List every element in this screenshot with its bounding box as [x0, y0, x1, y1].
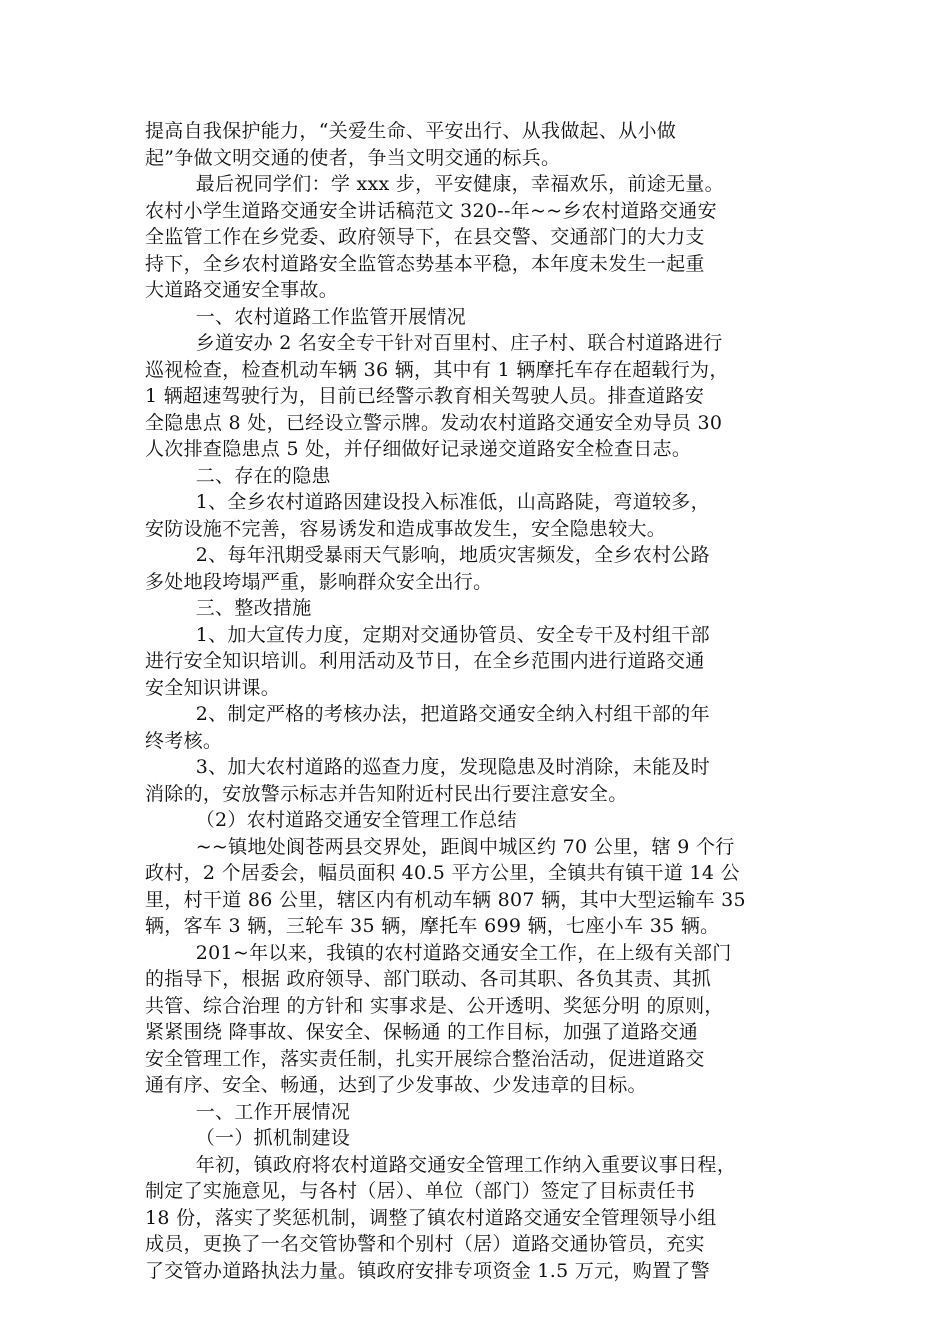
text-line: ~~镇地处阆苍两县交界处，距阆中城区约 70 公里，辖 9 个行 — [145, 835, 735, 858]
text-line: 最后祝同学们：学 xxx 步，平安健康，幸福欢乐，前途无量。 — [145, 173, 724, 195]
text-line: 政村，2 个居委会，幅员面积 40.5 平方公里，全镇共有镇干道 14 公 — [145, 862, 740, 884]
text-line: 消除的，安放警示标志并告知附近村民出行要注意安全。 — [145, 782, 628, 805]
text-line: 安全知识讲课。 — [145, 676, 281, 699]
text-line: 制定了实施意见，与各村（居）、单位（部门）签定了目标责任书 — [145, 1180, 696, 1202]
text-line: 2、每年汛期受暴雨天气影响，地质灾害频发，全乡农村公路 — [145, 544, 710, 566]
text-line: 提高自我保护能力，“关爱生命、平安出行、从我做起、从小做 — [145, 120, 677, 142]
text-line: 一、农村道路工作监管开展情况 — [145, 305, 466, 328]
text-line: 紧紧围绕 降事故、保安全、保畅通 的工作目标，加强了道路交通 — [145, 1021, 699, 1043]
text-line: 年初，镇政府将农村道路交通安全管理工作纳入重要议事日程， — [145, 1153, 737, 1176]
text-line: 1、加大宣传力度，定期对交通协管员、安全专干及村组干部 — [145, 623, 710, 646]
text-line: 进行安全知识培训。利用活动及节日，在全乡范围内进行道路交通 — [145, 650, 705, 672]
text-line: 乡道安办 2 名安全专干针对百里村、庄子村、联合村道路进行 — [145, 332, 723, 354]
text-line: 3、加大农村道路的巡查力度，发现隐患及时消除，未能及时 — [145, 756, 710, 778]
text-line: 安全管理工作，落实责任制，扎实开展综合整治活动，促进道路交 — [145, 1047, 705, 1070]
text-line: 大道路交通安全事故。 — [145, 279, 339, 301]
document-body — [145, 118, 825, 1284]
text-line: 201~年以来，我镇的农村道路交通安全工作，在上级有关部门 — [145, 941, 732, 964]
text-line: 1、全乡农村道路因建设投入标准低，山高路陡，弯道较多， — [145, 491, 710, 513]
text-line: 终考核。 — [145, 729, 223, 752]
text-line: 巡视检查，检查机动车辆 36 辆，其中有 1 辆摩托车存在超载行为， — [145, 358, 729, 381]
text-line: 共管、综合治理 的方针和 实事求是、公开透明、奖惩分明 的原则， — [145, 994, 724, 1017]
text-line: 的指导下，根据 政府领导、部门联动、各司其职、各负其责、其抓 — [145, 968, 712, 990]
text-line: 辆，客车 3 辆，三轮车 35 辆，摩托车 699 辆，七座小车 35 辆。 — [145, 915, 720, 937]
text-line: 2、制定严格的考核办法，把道路交通安全纳入村组干部的年 — [145, 703, 710, 725]
text-line: 了交管办道路执法力量。镇政府安排专项资金 1.5 万元，购置了警 — [145, 1259, 710, 1282]
text-line: 通有序、安全、畅通，达到了少发事故、少发违章的目标。 — [145, 1074, 647, 1096]
text-line: 18 份，落实了奖惩机制，调整了镇农村道路交通安全管理领导小组 — [145, 1206, 717, 1229]
text-line: 多处地段垮塌严重，影响群众安全出行。 — [145, 570, 493, 593]
text-line: （一）抓机制建设 — [145, 1127, 351, 1149]
text-line: 二、存在的隐患 — [145, 464, 331, 487]
text-line: 起”争做文明交通的使者，争当文明交通的标兵。 — [145, 146, 561, 169]
text-line: 人次排查隐患点 5 处，并仔细做好记录递交道路安全检查日志。 — [145, 438, 692, 460]
text-line: 全隐患点 8 处，已经设立警示牌。发动农村道路交通安全劝导员 30 — [145, 411, 723, 434]
text-line: 全监管工作在乡党委、政府领导下，在县交警、交通部门的大力支 — [145, 226, 705, 248]
text-line: 成员，更换了一名交管协警和个别村（居）道路交通协管员，充实 — [145, 1233, 705, 1255]
text-line: 农村小学生道路交通安全讲话稿范文 320--年~~乡农村道路交通安 — [145, 199, 717, 222]
text-line: 1 辆超速驾驶行为，目前已经警示教育相关驾驶人员。排查道路安 — [145, 385, 705, 407]
text-line: 里，村干道 86 公里，辖区内有机动车辆 807 辆，其中大型运输车 35 — [145, 888, 746, 911]
text-line: 安防设施不完善，容易诱发和造成事故发生，安全隐患较大。 — [145, 517, 667, 540]
text-line: 持下，全乡农村道路安全监管态势基本平稳，本年度未发生一起重 — [145, 252, 705, 275]
text-line: （2）农村道路交通安全管理工作总结 — [145, 809, 517, 831]
text-line: 三、整改措施 — [145, 597, 312, 619]
text-line: 一、工作开展情况 — [145, 1100, 351, 1123]
